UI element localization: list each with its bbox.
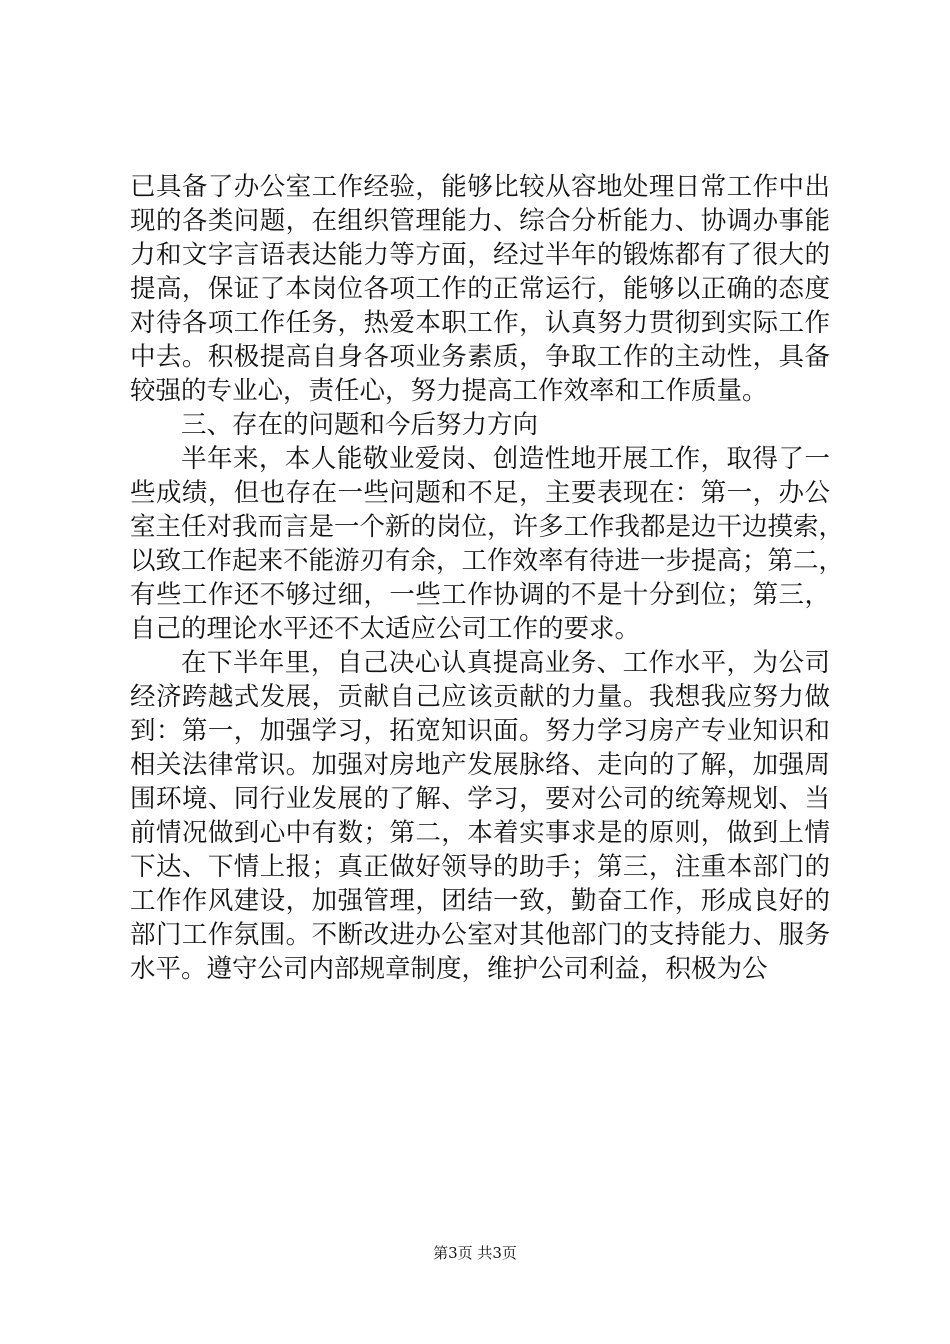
text-line: 以致工作起来不能游刃有余，工作效率有待进一步提高；第二， [130,546,845,576]
text-line: 提高，保证了本岗位各项工作的正常运行，能够以正确的态度 [130,274,830,304]
text-line: 围环境、同行业发展的了解、学习，要对公司的统筹规划、当 [130,784,830,814]
page-footer: 第3页 共3页 [433,1244,517,1262]
text-line: 较强的专业心，责任心，努力提高工作效率和工作质量。 [130,376,768,406]
text-line: 前情况做到心中有数；第二，本着实事求是的原则，做到上情 [130,818,830,848]
body-text [130,170,845,986]
text-line: 力和文字言语表达能力等方面，经过半年的锻炼都有了很大的 [130,240,830,270]
text-line: 相关法律常识。加强对房地产发展脉络、走向的了解，加强周 [130,750,830,780]
text-line: 室主任对我而言是一个新的岗位，许多工作我都是边干边摸索， [130,512,845,542]
text-line: 下达、下情上报；真正做好领导的助手；第三，注重本部门的 [130,852,830,882]
text-line: 经济跨越式发展，贡献自己应该贡献的力量。我想我应努力做 [130,682,830,712]
text-line: 到：第一，加强学习，拓宽知识面。努力学习房产专业知识和 [130,716,830,746]
text-line: 水平。遵守公司内部规章制度，维护公司利益，积极为公 [130,954,768,984]
text-line: 已具备了办公室工作经验，能够比较从容地处理日常工作中出 [130,172,830,202]
text-line: 部门工作氛围。不断改进办公室对其他部门的支持能力、服务 [130,920,830,950]
text-line: 自己的理论水平还不太适应公司工作的要求。 [130,614,641,644]
text-line: 半年来，本人能敬业爱岗、创造性地开展工作，取得了一 [181,444,830,474]
text-line: 在下半年里，自己决心认真提高业务、工作水平，为公司 [181,648,830,678]
text-line: 对待各项工作任务，热爱本职工作，认真努力贯彻到实际工作 [130,308,830,338]
text-line: 些成绩，但也存在一些问题和不足，主要表现在：第一，办公 [130,478,830,508]
text-line: 工作作风建设，加强管理，团结一致，勤奋工作，形成良好的 [130,886,830,916]
text-line: 有些工作还不够过细，一些工作协调的不是十分到位；第三， [130,580,830,610]
section-heading: 三、存在的问题和今后努力方向 [181,410,539,440]
text-line: 中去。积极提高自身各项业务素质，争取工作的主动性，具备 [130,342,830,372]
text-line: 现的各类问题，在组织管理能力、综合分析能力、协调办事能 [130,206,830,236]
